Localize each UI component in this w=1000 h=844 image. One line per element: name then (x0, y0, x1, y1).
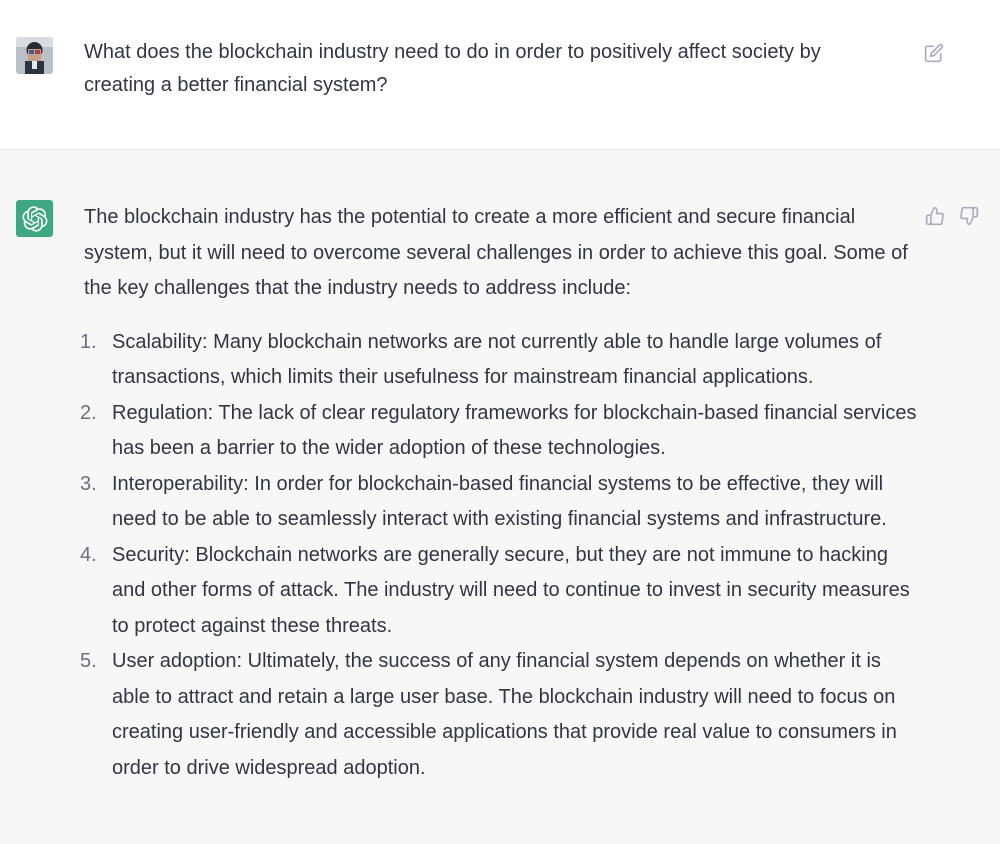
list-item-text: Interoperability: In order for blockchain-based financial systems to be effective, they will need to be able to seamlessly interact with existing financial systems and infrastructure. (112, 472, 887, 530)
challenges-list (80, 325, 924, 787)
user-message-text: What does the blockchain industry need to do in order to positively affect society by creating a better financial system? (84, 41, 821, 96)
list-item (80, 644, 924, 786)
openai-logo-icon (16, 200, 53, 237)
list-item (80, 538, 924, 645)
assistant-message-body (80, 200, 924, 786)
user-message-row (0, 0, 1000, 150)
list-item-text: Security: Blockchain networks are generally secure, but they are not immune to hacking and other forms of attack. The industry will need to continue to invest in security measures to protect against these threats. (112, 543, 910, 637)
list-item-text: Scalability: Many blockchain networks are not currently able to handle large volumes of transactions, which limits their usefulness for mainstream financial applications. (112, 330, 882, 388)
list-item-number: 5. (80, 650, 97, 672)
list-item-number: 3. (80, 472, 97, 495)
user-avatar (16, 37, 53, 74)
list-item (80, 396, 924, 467)
list-item (80, 467, 924, 538)
edit-icon[interactable] (924, 43, 944, 63)
list-item-number: 1. (80, 330, 97, 353)
list-item (80, 325, 924, 396)
list-item-text: User adoption: Ultimately, the success of any financial system depends on whether it is able to attract and retain a large user base. The blockchain industry will need to focus on creating user-friendly and accessible applications that provide real value to consumers in order to drive widespread adoption. (112, 650, 897, 779)
thumbs-down-icon[interactable] (959, 206, 979, 226)
list-item-text: Regulation: The lack of clear regulatory frameworks for blockchain-based financial services has been a barrier to the wider adoption of these technologies. (112, 401, 917, 459)
list-item-number: 4. (80, 543, 97, 566)
list-item-number: 2. (80, 401, 97, 424)
assistant-intro-text: The blockchain industry has the potential to create a more efficient and secure financial system, but it will need to overcome several challenges in order to achieve this goal. Some of the key challenges that the industry needs to address include: (84, 206, 908, 299)
thumbs-up-icon[interactable] (925, 206, 945, 226)
